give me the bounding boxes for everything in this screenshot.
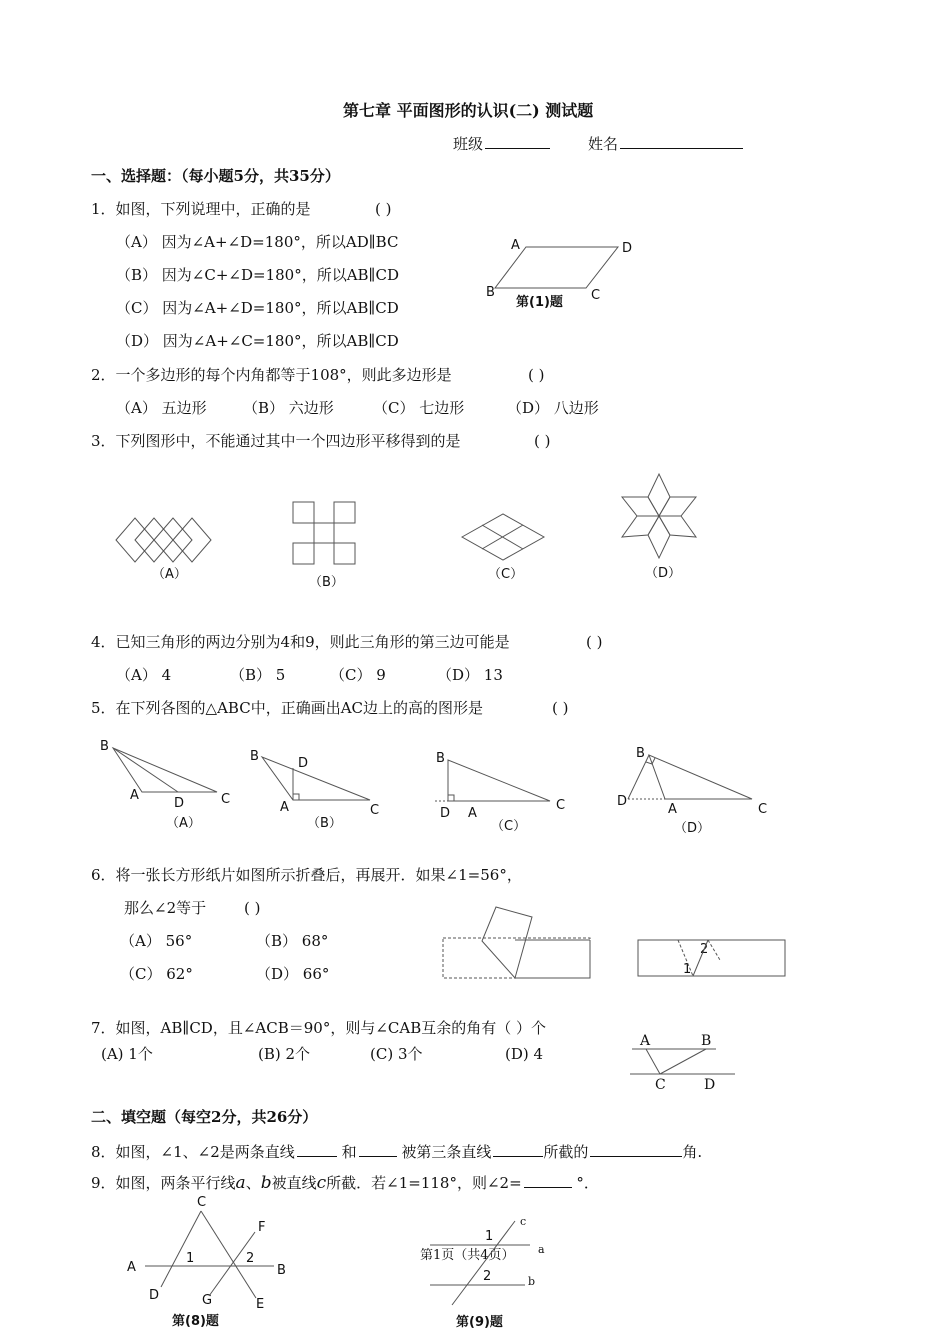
name-label: 姓名 bbox=[588, 135, 619, 153]
q8-part5: 角. bbox=[682, 1143, 703, 1161]
q5b-label-a: A bbox=[280, 800, 289, 815]
fig9-label-2: 2 bbox=[483, 1269, 492, 1284]
q5b-label-b: B bbox=[250, 749, 259, 764]
fig1-label-d: D bbox=[622, 241, 633, 256]
fig1-label-a: A bbox=[511, 238, 520, 253]
fig9-lines bbox=[430, 1221, 530, 1305]
q8-part3: 被第三条直线 bbox=[401, 1143, 492, 1161]
fig8-label-a: A bbox=[127, 1260, 136, 1275]
q8-blank-1[interactable] bbox=[297, 1143, 337, 1157]
q6-stem2: 那么∠2等于 bbox=[124, 899, 207, 917]
q5-caption-d: （D） bbox=[674, 821, 711, 836]
q5-answer-paren[interactable]: ( ) bbox=[552, 699, 569, 717]
page-title: 第七章 平面图形的认识(二) 测试题 bbox=[343, 101, 594, 120]
fig9-label-b: b bbox=[528, 1275, 536, 1288]
fig9-label-c: c bbox=[520, 1215, 527, 1228]
q2-option-b[interactable]: （B） 六边形 bbox=[243, 399, 334, 417]
fig8-label-2: 2 bbox=[246, 1251, 255, 1266]
q2-option-c[interactable]: （C） 七边形 bbox=[373, 399, 465, 417]
q1-option-b[interactable]: （B） 因为∠C+∠D=180°，所以AB∥CD bbox=[116, 266, 399, 284]
q6-answer-paren[interactable]: ( ) bbox=[244, 899, 261, 917]
q9-part3: 所截．若∠1=118°，则∠2= bbox=[326, 1174, 522, 1192]
q9-var-a: a bbox=[235, 1173, 246, 1193]
q9-sep: 、 bbox=[245, 1174, 261, 1192]
q6-option-d[interactable]: （D） 66° bbox=[256, 965, 330, 983]
q7-label-a: A bbox=[640, 1033, 651, 1049]
q5c-label-a: A bbox=[468, 806, 477, 821]
q3-caption-b: （B） bbox=[309, 575, 344, 590]
q7-option-b[interactable]: (B) 2个 bbox=[258, 1045, 311, 1063]
q3b-squares bbox=[293, 502, 355, 564]
q8-blank-3[interactable] bbox=[493, 1143, 543, 1157]
fig8-label-1: 1 bbox=[186, 1251, 195, 1266]
q5a-label-a: A bbox=[130, 788, 139, 803]
q6-option-a[interactable]: （A） 56° bbox=[120, 932, 193, 950]
fig8-label-e: E bbox=[256, 1297, 265, 1312]
q3d-star bbox=[622, 474, 696, 558]
q5b-triangle bbox=[262, 757, 370, 800]
q6-folded-paper bbox=[443, 907, 590, 978]
class-blank[interactable] bbox=[485, 135, 550, 149]
q3-caption-c: （C） bbox=[488, 567, 524, 582]
fig8-lines bbox=[145, 1211, 274, 1298]
fig9-label-a: a bbox=[538, 1243, 545, 1256]
q7-option-d[interactable]: (D) 4 bbox=[505, 1045, 544, 1063]
q2-option-a[interactable]: （A） 五边形 bbox=[116, 399, 207, 417]
q7-stem: 7．如图，AB∥CD，且∠ACB＝90°，则与∠CAB互余的角有（ ）个 bbox=[91, 1019, 546, 1037]
q6-option-c[interactable]: （C） 62° bbox=[120, 965, 193, 983]
fig8-label-b: B bbox=[277, 1263, 286, 1278]
q4-stem: 4．已知三角形的两边分别为4和9，则此三角形的第三边可能是 bbox=[91, 633, 510, 651]
fig8-caption: 第(8)题 bbox=[172, 1314, 219, 1329]
q9-part2: 被直线 bbox=[271, 1174, 317, 1192]
q1-option-d[interactable]: （D） 因为∠A+∠C=180°，所以AB∥CD bbox=[116, 332, 399, 350]
fig8-label-g: G bbox=[202, 1293, 213, 1308]
q3-stem: 3．下列图形中，不能通过其中一个四边形平移得到的是 bbox=[91, 432, 461, 450]
q7-option-c[interactable]: (C) 3个 bbox=[370, 1045, 423, 1063]
q9-text bbox=[91, 1174, 599, 1192]
q5-caption-c: （C） bbox=[491, 819, 527, 834]
q5c-label-c: C bbox=[556, 798, 566, 813]
class-field[interactable] bbox=[453, 135, 550, 152]
fig8-label-d: D bbox=[149, 1288, 160, 1303]
q6-angle-1-label: 1 bbox=[683, 962, 692, 977]
q4-option-b[interactable]: （B） 5 bbox=[230, 666, 286, 684]
q5c-label-d: D bbox=[440, 806, 451, 821]
q2-answer-paren[interactable]: ( ) bbox=[528, 366, 545, 384]
q9-blank[interactable] bbox=[524, 1174, 572, 1188]
q4-option-a[interactable]: （A） 4 bbox=[116, 666, 172, 684]
q8-part2: 和 bbox=[341, 1143, 357, 1161]
q4-option-d[interactable]: （D） 13 bbox=[437, 666, 503, 684]
q5c-triangle bbox=[435, 760, 550, 801]
q1-option-a[interactable]: （A） 因为∠A+∠D=180°，所以AD∥BC bbox=[116, 233, 399, 251]
q7-label-d: D bbox=[704, 1077, 716, 1093]
q7-label-b: B bbox=[701, 1033, 712, 1049]
q5a-triangle bbox=[113, 748, 217, 792]
q6-option-b[interactable]: （B） 68° bbox=[256, 932, 329, 950]
section1-heading: 一、选择题：（每小题5分，共35分） bbox=[91, 167, 340, 185]
q8-text bbox=[91, 1143, 702, 1160]
fig1-label-c: C bbox=[591, 288, 601, 303]
fig1-parallelogram bbox=[495, 247, 618, 288]
q1-answer-paren[interactable]: ( ) bbox=[375, 200, 392, 218]
q9-var-c: c bbox=[316, 1173, 327, 1193]
q8-blank-2[interactable] bbox=[359, 1143, 397, 1157]
q9-var-b: b bbox=[260, 1173, 272, 1193]
q4-option-c[interactable]: （C） 9 bbox=[330, 666, 386, 684]
q5c-label-b: B bbox=[436, 751, 445, 766]
fig9-label-1: 1 bbox=[485, 1229, 494, 1244]
q6-angle-2-label: 2 bbox=[700, 942, 709, 957]
q7-parallel-lines bbox=[630, 1049, 735, 1074]
fig1-caption: 第(1)题 bbox=[516, 295, 563, 310]
fig9-caption: 第(9)题 bbox=[456, 1315, 503, 1330]
q7-label-c: C bbox=[655, 1077, 666, 1093]
fig8-label-c: C bbox=[197, 1195, 207, 1210]
q8-part4: 所截的 bbox=[543, 1143, 589, 1161]
q9-part1: 9．如图，两条平行线 bbox=[91, 1174, 236, 1192]
q7-option-a[interactable]: (A) 1个 bbox=[101, 1045, 153, 1063]
q5b-label-d: D bbox=[298, 756, 309, 771]
section2-heading: 二、填空题（每空2分，共26分） bbox=[91, 1108, 318, 1126]
q3-caption-a: （A） bbox=[152, 567, 187, 582]
q8-part1: 8．如图，∠1、∠2是两条直线 bbox=[91, 1143, 295, 1161]
q3-answer-paren[interactable]: ( ) bbox=[534, 432, 551, 450]
q5d-label-b: B bbox=[636, 746, 645, 761]
q5a-label-d: D bbox=[174, 796, 185, 811]
q5-caption-a: （A） bbox=[166, 816, 201, 831]
q5a-label-b: B bbox=[100, 739, 109, 754]
q1-option-c[interactable]: （C） 因为∠A+∠D=180°，所以AB∥CD bbox=[116, 299, 399, 317]
q5d-label-c: C bbox=[758, 802, 768, 817]
name-field[interactable] bbox=[588, 135, 743, 152]
q4-answer-paren[interactable]: ( ) bbox=[586, 633, 603, 651]
q6-stem: 6．将一张长方形纸片如图所示折叠后，再展开．如果∠1=56°， bbox=[91, 866, 522, 884]
q6-unfolded-paper bbox=[638, 940, 785, 976]
q5a-label-c: C bbox=[221, 792, 231, 807]
q2-option-d[interactable]: （D） 八边形 bbox=[507, 399, 599, 417]
q5d-label-d: D bbox=[617, 794, 628, 809]
fig1-label-b: B bbox=[486, 285, 495, 300]
page-footer: 第1页（共4页） bbox=[420, 1248, 515, 1263]
q5-stem: 5．在下列各图的△ABC中，正确画出AC边上的高的图形是 bbox=[91, 699, 484, 717]
q5-caption-b: （B） bbox=[307, 816, 342, 831]
q2-stem: 2．一个多边形的每个内角都等于108°，则此多边形是 bbox=[91, 366, 452, 384]
q5b-label-c: C bbox=[370, 803, 380, 818]
fig8-label-f: F bbox=[258, 1220, 266, 1235]
class-label: 班级 bbox=[453, 135, 484, 153]
q9-part4: °． bbox=[576, 1174, 599, 1192]
q3c-rhombus bbox=[462, 514, 544, 560]
q5d-triangle bbox=[628, 755, 752, 799]
q1-stem: 1．如图，下列说理中，正确的是 bbox=[91, 200, 311, 218]
q3-caption-d: （D） bbox=[645, 566, 682, 581]
q8-blank-4[interactable] bbox=[590, 1143, 682, 1157]
q5d-label-a: A bbox=[668, 802, 677, 817]
name-blank[interactable] bbox=[620, 135, 743, 149]
q3a-diamonds bbox=[116, 518, 211, 562]
